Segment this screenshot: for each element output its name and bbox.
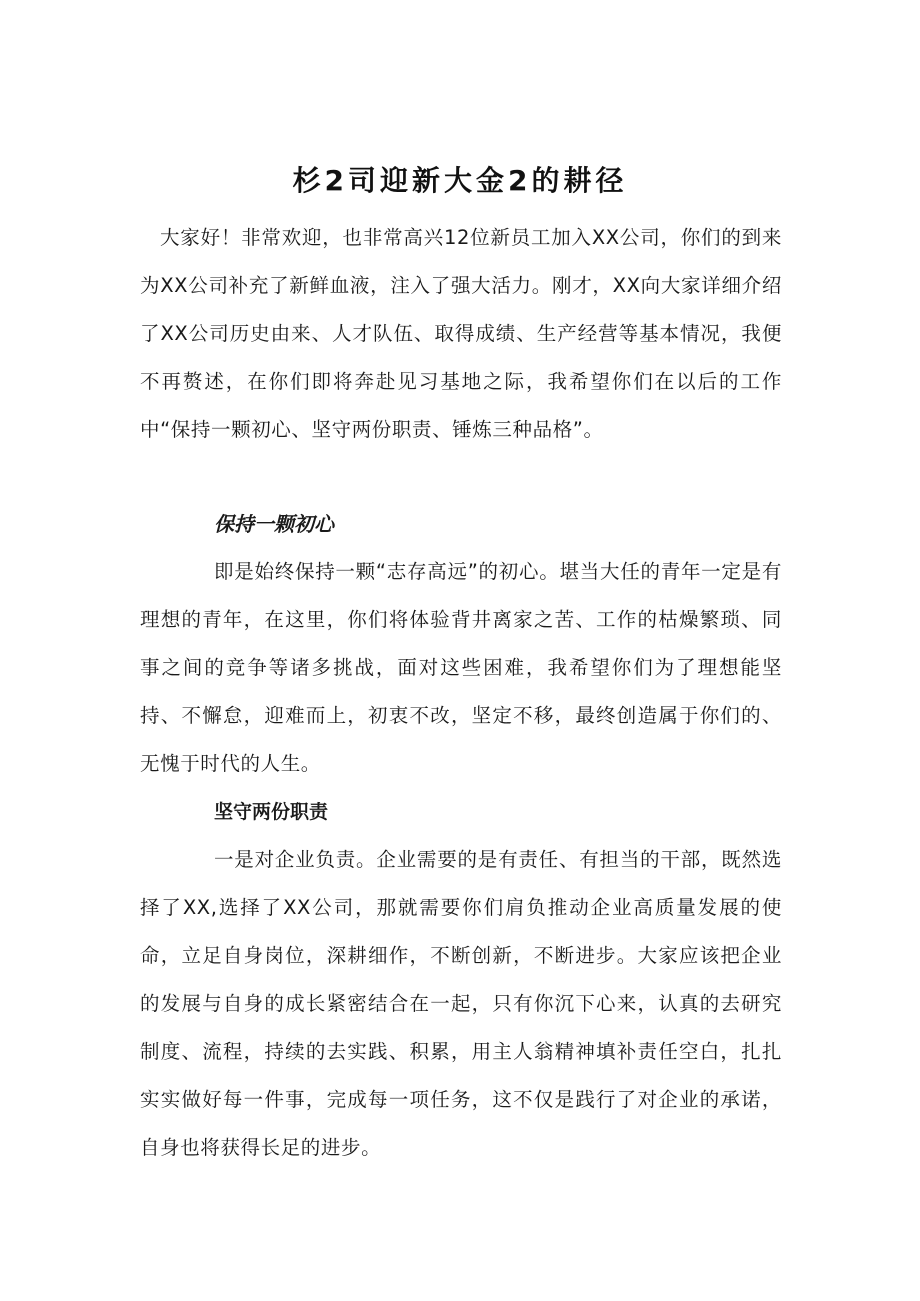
section-heading-1: 保持一颗初心 xyxy=(214,512,334,536)
section-2-paragraph: 一是对企业负责。企业需要的是有责任、有担当的干部，既然选择了XX,选择了XX公司，那就需要你们肩负推动企业高质量发展的使命，立足自身岗位，深耕细作，不断创新，不断进步。大家应该把企业的发展与自身的成长紧密结合在一起，只有你沉下心来，认真的去研究制度、流程，持续的去实践、积累，用主人翁精神填补责任空白，扎扎实实做好每一件事，完成每一项任务，这不仅是践行了对企业的承诺，自身也将获得长足的进步。 xyxy=(140,848,782,1159)
section-1-paragraph: 即是始终保持一颗“志存高远”的初心。堪当大任的青年一定是有理想的青年，在这里，你们将体验背井离家之苦、工作的枯燥繁琐、同事之间的竞争等诸多挑战，面对这些困难，我希望你们为了理想能坚持、不懈怠，迎难而上，初衷不改，坚定不移，最终创造属于你们的、无愧于时代的人生。 xyxy=(140,560,782,775)
section-heading-2: 坚守两份职责 xyxy=(214,801,329,823)
document-title: 杉2司迎新大金2的耕径 xyxy=(292,163,628,197)
intro-paragraph: 大家好！非常欢迎，也非常高兴12位新员工加入XX公司，你们的到来为XX公司补充了新鲜血液，注入了强大活力。刚才，XX向大家详细介绍了XX公司历史由来、人才队伍、取得成绩、生产经营等基本情况，我便不再赘述，在你们即将奔赴见习基地之际，我希望你们在以后的工作中“保持一颗初心、坚守两份职责、锤炼三种品格”。 xyxy=(140,226,782,441)
